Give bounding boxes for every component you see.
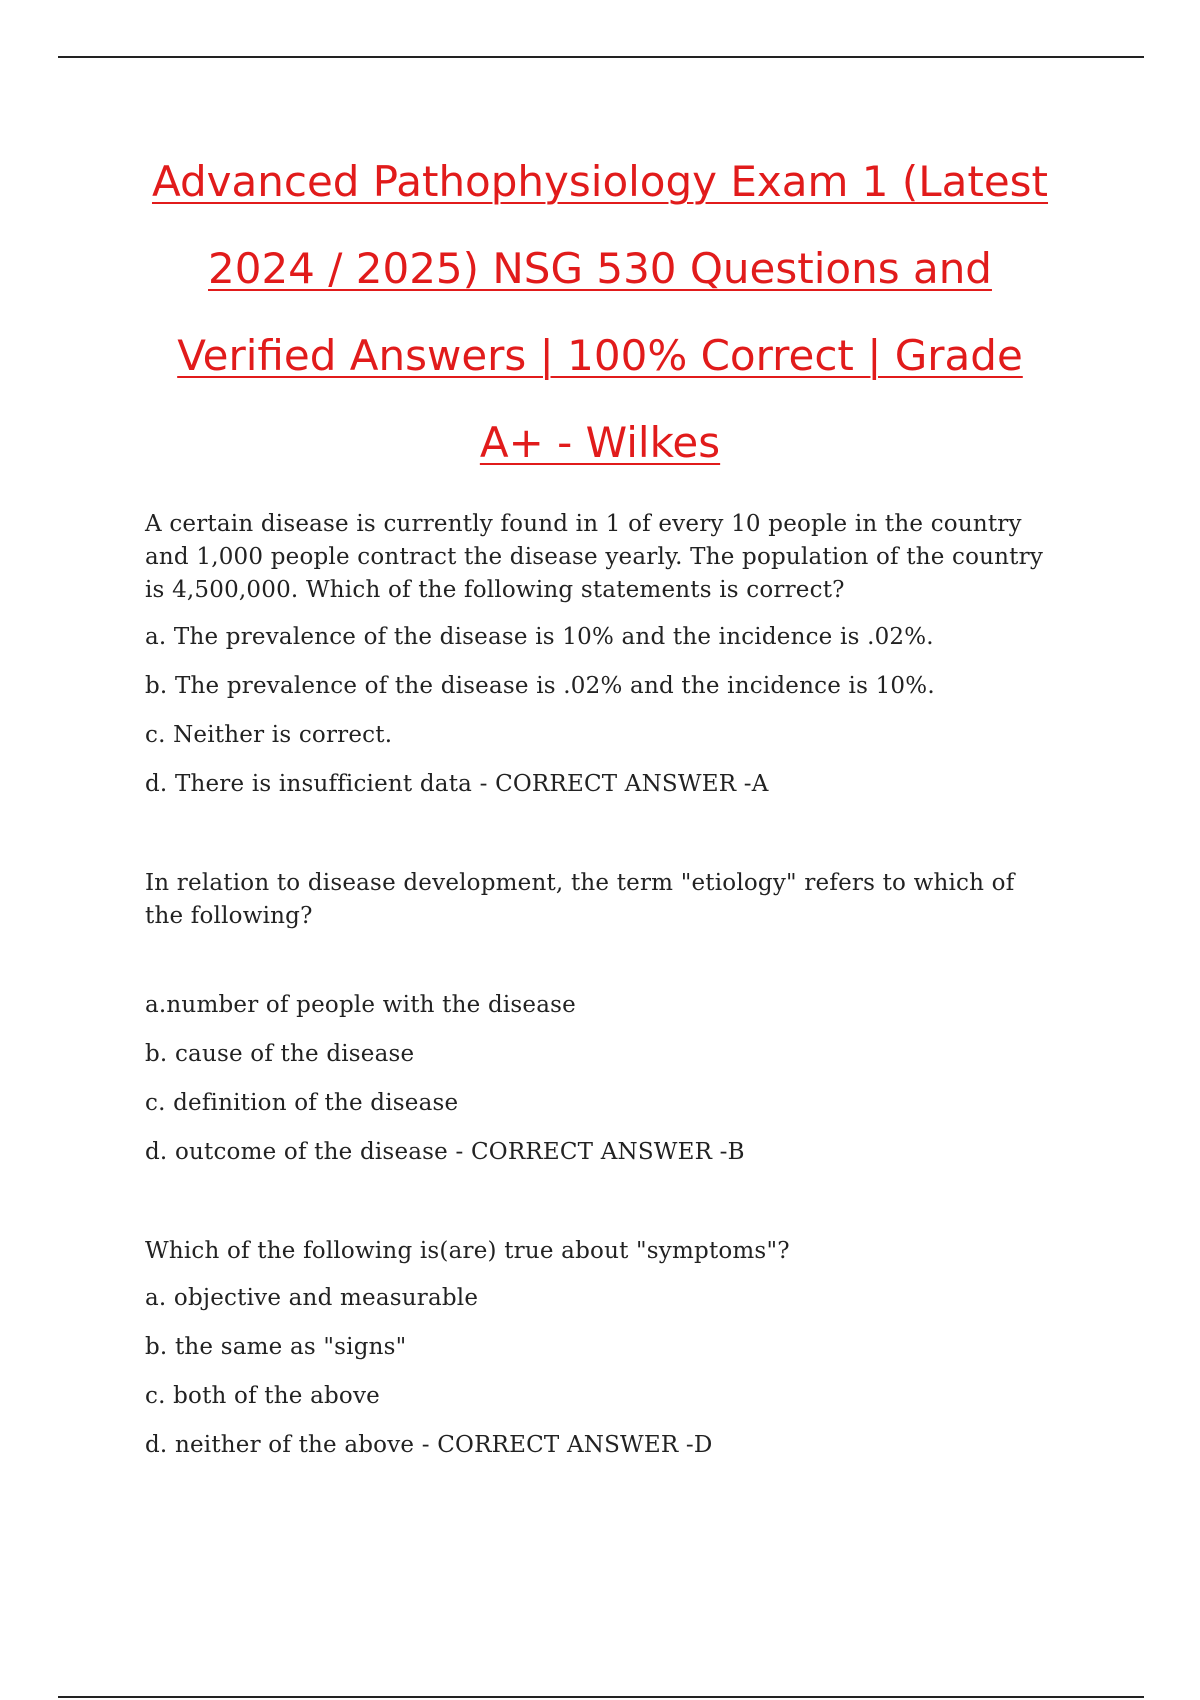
title-line-3: Verified Answers | 100% Correct | Grade [177,331,1023,380]
top-divider [58,56,1144,58]
title-line-4: A+ - Wilkes [479,418,721,467]
question-3-option-b: b. the same as "signs" [145,1334,407,1360]
question-block-1 [145,508,1045,801]
question-text-2: In relation to disease development, the term "etiology" refers to which of the following? [145,870,1015,929]
question-2-option-c: c. definition of the disease [145,1090,459,1116]
question-1-option-d: d. There is insufficient data - CORRECT ANSWER -A [145,771,769,797]
question-3-option-d: d. neither of the above - CORRECT ANSWER -D [145,1432,713,1458]
question-2-option-a: a.number of people with the disease [145,992,576,1018]
question-spacer [145,933,1045,989]
block-spacer [145,817,1045,867]
block-spacer [145,1185,1045,1235]
document-title [130,138,1070,486]
question-block-3 [145,1235,1045,1462]
question-2-option-b: b. cause of the disease [145,1041,415,1067]
question-1-option-c: c. Neither is correct. [145,722,393,748]
question-block-2 [145,867,1045,1169]
question-text-3: Which of the following is(are) true about "symptoms"? [145,1238,790,1264]
title-line-2: 2024 / 2025) NSG 530 Questions and [208,244,992,293]
question-1-option-a: a. The prevalence of the disease is 10% and the incidence is .02%. [145,624,934,650]
question-2-option-d: d. outcome of the disease - CORRECT ANSWER -B [145,1139,745,1165]
question-text-1: A certain disease is currently found in 1 of every 10 people in the country and 1,000 people contract the disease yearly. The population of the country is 4,500,000. Which of the following statements is correct? [145,511,1044,603]
bottom-divider [58,1696,1144,1698]
document-body [145,508,1045,1478]
question-3-option-a: a. objective and measurable [145,1285,479,1311]
question-3-option-c: c. both of the above [145,1383,380,1409]
title-line-1: Advanced Pathophysiology Exam 1 (Latest [151,157,1049,206]
question-1-option-b: b. The prevalence of the disease is .02% and the incidence is 10%. [145,673,935,699]
